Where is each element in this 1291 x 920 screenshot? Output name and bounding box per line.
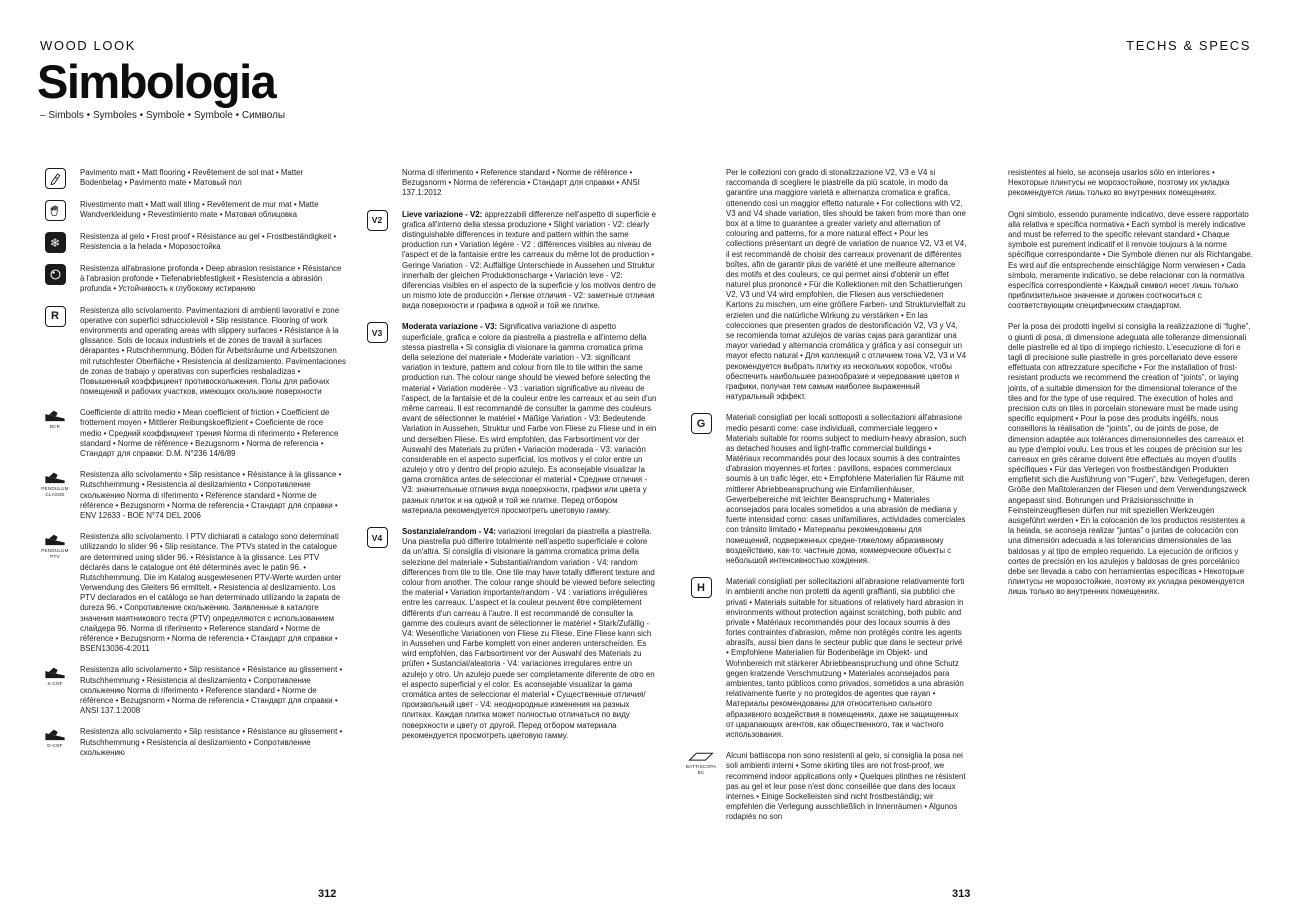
symbol-icon-cell: [40, 408, 70, 430]
icon-caption: S-COF: [47, 681, 63, 687]
slip-resistance-r-icon: R: [45, 306, 66, 327]
page-number-left: 312: [318, 888, 337, 900]
symbol-row: [40, 470, 346, 521]
symbol-row: [362, 322, 658, 516]
skirting-note-continuation: resistentes al hielo, se aconseja usarlos sólo en interiores • Некоторые плинтусы не морозостойкие, поэтому их укладка рекомендуется лишь только во внутренних помещениях.: [1008, 168, 1230, 198]
column-3: [686, 168, 967, 822]
skirting-icon: [688, 751, 714, 762]
symbol-row: [40, 408, 346, 459]
snowflake-icon: ❄: [45, 232, 66, 253]
symbol-row: [686, 413, 967, 566]
symbol-icon-cell: [362, 210, 392, 231]
symbol-description: Materiali consigliati per locali sottoposti a sollecitazioni all'abrasione medio pesanti come: case individuali, commerciale leggero • Materials suitable for rooms subject to medium-heavy abrasion, such as detached houses and light-traffic commercial buildings • Matériaux recommandés pour des locaux soumis à des contraintes d'abrasion moyennes et fortes : pavillons, espaces commerciaux soumis à un trafic léger, etc • Empfohlene Materialien für Räume mit mittlerer Abriebbeanspruchung wie Einfamilienhäuser, Gewerbebereiche mit leichter Beanspruchung • Materiales aconsejados para locales sometidos a una abrasión de mediana y fuerte intensidad como: casas unifamiliares, actividades comerciales con tránsito limitado • Материалы рекомендованы для помещений, подверженных средне-тяжелому абразивному воздействию, как-то: частные дома, коммерческие объекты с небольшой интенсивностью хождения.: [726, 413, 967, 565]
page-number-right: 313: [952, 888, 971, 900]
symbol-icon-cell: [362, 322, 392, 343]
symbol-icon-cell: [686, 413, 716, 434]
symbol-description: Pavimento matt • Matt flooring • Revêtement de sol mat • Matter Bodenbelag • Pavimento mate • Матовый пол: [80, 168, 304, 188]
entry-text: apprezzabili differenze nell'aspetto di superficie e grafica all'interno della stessa produzione • Slight variation - V2: clearly distinguishable differences in texture and pattern within the same production run • Variation légère - V2 : différences visibles au niveau de l'aspect et de la fantaisie entre les carreaux du même lot de production • Geringe Variation - V2: Auffällige Unterschiede in Aussehen und Struktur innerhalb der gleichen Produktionscharge • Variación leve - V2: diferencias visibles en el aspecto de la superficie y los motivos dentro de un mismo lote de producción • Легкие отличия - V2: заметные отличия вида поверхности и графика в одной и той же плитке.: [402, 209, 657, 311]
symbol-icon-cell: [362, 527, 392, 548]
symbol-description: Resistenza allo scivolamento • Slip resistance • Résistance à la glissance • Rutschhemmung • Resistencia al deslizamiento • Сопротивление скольжению Norma di riferimento • Reference standard • Norme de référence • Bezugsnorm • Norma de referencia • Стандарт для справки • ENV 12633 - BOE N°74 DEL 2006: [80, 470, 342, 520]
entry-lead: Sostanziale/random - V4:: [402, 527, 496, 536]
page-title: Simbologia: [37, 55, 276, 108]
entry-lead: Lieve variazione - V2:: [402, 209, 483, 219]
collection-kicker: WOOD LOOK: [40, 38, 137, 53]
symbol-icon-cell: [686, 577, 716, 598]
symbol-row: [40, 168, 346, 189]
icon-caption: D-COF: [47, 743, 63, 749]
symbol-icon-cell: [40, 264, 70, 285]
symbol-description: Materiali consigliati per sollecitazioni all'abrasione relativamente forti in ambienti anche non protetti da agenti graffianti, sia pubblici che privati • Materials suitable for situations of relatively hard abrasion in environments without protection against scratching, both public and private • Matériaux recommandés pour des locaux soumis à des fortes contraintes d'abrasion, même non protégés contre les agents abrasifs, aussi bien dans le secteur public que dans le secteur privé • Empfohlene Materialien für Bodenbeläge im Objekt- und Wohnbereich mit stärkerer Abriebbeanspruchung und ohne Schutz gegen kratzende Verschmutzung • Materiales aconsejados para ambientes, tanto públicos como privados, sometidos a una abrasión relativamente fuerte y no protegidos de agentes que rayan • Материалы рекомендованы для относительно сильного абразивного воздействия в помещениях, даже не защищенных от царапающих агентов, как общественного, так и частного использования.: [726, 577, 965, 739]
symbol-description: Resistenza allo scivolamento. Pavimentazioni di ambienti lavorativi e zone operative con superfici sdrucciolevoli • Slip resistance. Flooring of work environments and operating areas with slippery surfaces • Résistance à la glissance. Sols de locaux industriels et de zones de travail à surfaces dérapantes • Rutschhemmung. Böden für Arbeitsräume und Arbeitszonen mit rutschfester Oberfläche • Resistencia al deslizamiento. Pavimentaciones de zonas de trabajo y operativas con superficies resbaladizas • Повышенный коэффициент противоскольжения. Полы для рабочих помещений и рабочих участков, имеющих скользкие поверхности: [80, 305, 346, 397]
bcr-shoe-ramp-icon: [42, 408, 68, 422]
icon-caption: PENDULUM CLASSE: [41, 486, 69, 497]
symbol-icon-cell: [40, 665, 70, 687]
page-subtitle: – Simbols • Symboles • Symbole • Symbole • Символы: [40, 110, 286, 121]
column-4: [1008, 168, 1253, 598]
symbol-row: [40, 200, 346, 221]
symbol-icon-cell: [686, 751, 716, 775]
symbol-row: [686, 577, 967, 740]
column-2: [362, 168, 658, 741]
entry-text: variazioni irregolari da piastrella a piastrella. Una piastrella può differire totalmente nell'aspetto superficiale e colore da un'altra. Si consiglia di visionare la gamma cromatica prima della selezione del materiale • Substantial/random variation - V4: random differences from tile to tile. One tile may have totally different texture and colour from another. The colour range should be viewed before selecting the material • Variation importante/random - V4 : variations irrégulières entre les carreaux. L'aspect et la couleur peuvent être complètement différents d'un carreau à l'autre. Il est recommandé de consulter la gamme des couleurs avant de sélectionner le matériel • Stark/Zufällig - V4: Wesentliche Variationen von Fliese zu Fliese. Eine Fliese kann sich in Aussehen und Farbe komplett von einer anderen unterscheiden. Es wird empfohlen, das Farbsortiment vor der Auswahl des Materials zu prüfen • Sustancial/aleatoria - V4: variaciones irregulares entre un azulejo y otro. Un azulejo puede ser completamente diferente de otro en el aspecto superficial y el color. Es aconsejable visualizar la gama cromática antes de seleccionar el material • Существенные отличия/произвольный цвет - V4: неоднородные изменения на разных плитках. Каждая плитка может полностью отличаться по виду поверхности и цвету от другой. Перед отбором материала рекомендуется просмотреть цветовую гамму.: [402, 527, 655, 740]
v3-shade-variation-icon: V3: [367, 322, 388, 343]
symbol-row: [40, 727, 346, 758]
section-kicker: TECHS & SPECS: [1126, 38, 1251, 53]
continuation-row: [362, 168, 658, 199]
shade-variation-note: Per le collezioni con grado di stonalizzazione V2, V3 e V4 si raccomanda di scegliere le piastrelle da più scatole, in modo da garantire una maggiore varietà e alternanza cromatica e grafica, ottenendo così un maggior effetto naturale • For collections with V2, V3 and V4 shade variation, tiles should be taken from more than one box at a time to guarantee a greater variety and alternation of colouring and patterns, for a more natural effect • Pour les collections présentant un degré de variation de nuance V2, V3 et V4, il est recommandé de choisir des carreaux provenant de différentes boîtes, afin de garantir plus de variété et une meilleure alternance des motifs et des couleurs, ce qui permet ainsi d'obtenir un effet naturel plus prononcé • Für die Kollektionen mit den Schattierungen V2, V3 und V4 wird empfohlen, die Fliesen aus verschiedenen Kartons zu mischen, um eine größere Farben- und Strukturvielfalt zu erzielen und die natürliche Wirkung zu verstärken • En las colecciones que presenten grados de destonificación V2, V3 y V4, se recomienda tomar azulejos de varias cajas para garantizar una mayor variedad y alternancia cromática y gráfica y así conseguir un mayor efecto natural • Для коллекций с отличием тона V2, V3 и V4 рекомендуется выбрать плитку из нескольких коробок, чтобы обеспечить наибольшее разнообразие и чередование цветов и графики, получая тем самым наиболее выраженный натуральный эффект.: [726, 168, 967, 402]
symbol-row: [362, 527, 658, 741]
symbol-icon-cell: [40, 727, 70, 749]
symbol-row: [40, 306, 346, 398]
abrasion-class-g-icon: G: [691, 413, 712, 434]
icon-caption: BATTISCOPA BC: [685, 764, 717, 775]
symbol-row: [686, 751, 967, 822]
s-cof-shoe-ramp-icon: [42, 665, 68, 679]
pen-nib-icon: [45, 168, 66, 189]
symbol-row: [40, 232, 346, 253]
v2-shade-variation-icon: V2: [367, 210, 388, 231]
intro-row: [686, 168, 967, 402]
d-cof-shoe-ramp-icon: [42, 727, 68, 741]
symbol-icon-cell: [40, 470, 70, 497]
entry-lead: Moderata variazione - V3:: [402, 322, 498, 332]
pendulum-ptv-shoe-ramp-icon: [42, 532, 68, 546]
symbol-row: [40, 665, 346, 716]
symbol-row: [40, 532, 346, 654]
symbol-icon-cell: [40, 306, 70, 327]
column-1: [40, 168, 346, 758]
symbol-description: Resistenza al gelo • Frost proof • Résistance au gel • Frostbeständigkeit • Resistencia a la helada • Морозостойка: [80, 232, 337, 252]
deep-abrasion-icon: [45, 264, 66, 285]
symbol-description: Coefficiente di attrito medio • Mean coefficient of friction • Coefficient de frottement moyen • Mittlerer Reibungskoeffizient • Coeficiente de roce medio • Средний коэффициент трения Norma di riferimento • Reference standard • Norme de référence • Bezugsnorm • Norma de referencia • Стандарт для справки: D.M. N°236 14/6/89: [80, 408, 339, 458]
installation-joints-note: Per la posa dei prodotti ingelivi si consiglia la realizzazione di “fughe”, o giunti di posa, di dimensione adeguata alle tolleranze dimensionali delle piastrelle ed al tipo di impiego richiesto. L'esecuzione di fori e tagli di precisione sulle piastrelle in gres porcellanato deve essere effettuata con attrezzature specifiche • For the installation of frost-resistant products we recommend the creation of “joints”, or laying joints, of a suitable dimension for the dimensional tolerance of the tiles and for the type of use required. The execution of holes and precision cuts on tiles in porcelain stoneware must be made using specific equipment • Pour la pose des produits ingélifs, nous conseillons la réalisation de “joints”, ou de joints de pose, de dimension adaptée aux tolérances dimensionnelles des carreaux et au type d'emploi voulu. Les trous et les coupes de précision sur les carreaux en grès cérame doivent être effectués au moyen d'outils spécifiques • Für das Verlegen von frostbeständigen Produkten empfiehlt sich die Ausführung von “Fugen”, bzw. Verlegefugen, deren Größe den Maßtoleranzen der Fliesen und dem Verwendungszweck angepasst sind. Bohrungen und Präzisionsschnitte in Feinsteinzeugfliesen dürfen nur mit speziellen Werkzeugen ausgeführt werden • En la colocación de los productos resistentes a la helada, se aconseja realizar “juntas” o juntas de colocación con una dimensión adecuada a las tolerancias dimensionales de las baldosas y al tipo de empleo requerido. La ejecución de orificios y cortes de precisión en los azulejos y baldosas de gres porcelánico debe ser llevada a cabo con herramientas específicas • Некоторые плинтусы не морозостойкие, поэтому их укладка рекомендуется лишь только во внутренних помещениях.: [1008, 322, 1251, 597]
symbol-description: [402, 322, 658, 516]
symbol-description: Alcuni battiscopa non sono resistenti al gelo, si consiglia la posa nei soli ambienti interni • Some skirting tiles are not frost-proof, we recommend indoor applications only • Quelques plinthes ne résistent pas au gel et leur pose n'est donc conseillée que dans des locaux internes • Einige Sockelleisten sind nicht frostbeständig; wir empfehlen die Verlegung ausschließlich in Innenräumen • Algunos rodapiés no son: [726, 751, 966, 822]
abrasion-class-h-icon: H: [691, 577, 712, 598]
symbols-disclaimer: Ogni simbolo, essendo puramente indicativo, deve essere rapportato alla relativa e specifica normativa • Each symbol is merely indicative and must be referred to the specific relevant standard • Chaque symbole est purement indicatif et il renvoie toujours à la norme spécifique correspondante • Die Symbole dienen nur als Richtangabe. Es wird auf die entsprechende einschlägige Norm verwiesen • Cada símbolo, meramente indicativo, se debe relacionar con la normativa específica correspondiente • Каждый символ несет лишь только приблизительное значение и должен соотноситься с соответствующим специфическим стандартом.: [1008, 209, 1253, 311]
symbol-icon-cell: [40, 232, 70, 253]
hand-icon: [45, 200, 66, 221]
symbol-description: Resistenza allo scivolamento • Slip resistance • Résistance au glissement • Rutschhemmung • Resistencia al deslizamiento • Сопротивление скольжению Norma di riferimento • Reference standard • Norme de référence • Bezugsnorm • Norma de referencia • Стандарт для справки • ANSI 137.1:2008: [80, 665, 343, 716]
symbol-description: Resistenza all'abrasione profonda • Deep abrasion resistance • Résistance à l'abrasion profonde • Tiefenabriebfestigkeit • Resistencia a abrasión profunda • Устойчивость к глубокому истиранию: [80, 264, 342, 294]
symbol-description: Resistenza allo scivolamento. I PTV dichiarati a catalogo sono determinati utilizzando lo slider 96 • Slip resistance. The PTVs stated in the catalogue are determined using slider 96. • Résistance à la glissance. Les PTV déclarés dans le catalogue ont été déterminés avec le patin 96. • Rutschhemmung. Die im Katalog ausgewiesenen PTV-Werte wurden unter Verwendung des Gleiters 96 ermittelt. • Resistencia al deslizamiento. Los PTV declarados en el catálogo se han determinado utilizando la zapata de dureza 96. • Сопротивление скольжению. Заявленные в каталоге значения маятникового теста (PTV) определяются с использованием слайдера 96. Norma di riferimento • Reference standard • Norme de référence • Bezugsnorm • Norma de referencia • Стандарт для справки • BSEN13036-4:2011: [80, 532, 342, 654]
pendulum-classe-shoe-ramp-icon: [42, 470, 68, 484]
symbol-description: [402, 527, 658, 741]
symbol-description: [402, 210, 658, 312]
symbol-icon-cell: [40, 200, 70, 221]
symbol-row: [40, 264, 346, 295]
icon-caption: BCR: [49, 424, 61, 430]
symbol-icon-cell: [40, 532, 70, 559]
symbol-description: Resistenza allo scivolamento • Slip resistance • Résistance au glissement • Rutschhemmung • Resistencia al deslizamiento • Сопротивление скольжению: [80, 727, 343, 757]
symbol-row: [362, 210, 658, 312]
reference-standard-text: Norma di riferimento • Reference standard • Norme de référence • Bezugsnorm • Norma de referencia • Стандарт для справки • ANSI 137.1:2012: [402, 168, 640, 198]
v4-shade-variation-icon: V4: [367, 527, 388, 548]
icon-caption: PENDULUM PTV: [41, 548, 69, 559]
symbol-description: Rivestimento matt • Matt wall tiling • Revêtement de mur mat • Matte Wandverkleidung • Revestimiento mate • Матовая облицовка: [80, 200, 319, 220]
entry-text: Significativa variazione di aspetto superficiale, grafica e colore da piastrella a piastrella e all'interno della stessa piastrella • Si consiglia di visionare la gamma cromatica prima della selezione del materiale • Moderate variation - V3: significant variation in texture, pattern and colour from tile to tile within the same production run. The colour range should be viewed before selecting the material • Variation modérée - V3 : variation significative au niveau de l'aspect, de la fantaisie et de la couleur entre les carreaux et au sein d'un même carreau. Il est recommandé de consulter la gamme des couleurs avant de sélectionner le matériel • Mäßige Variation - V3: Bedeutende Variation in Aussehen, Struktur und Farbe von Fliese zu Fliese und in ein und derselben Fliese. Es wird empfohlen, das Farbsortiment vor der Auswahl des Materials zu prüfen • Variación moderada - V3: variación considerable en el aspecto superficial, los motivos y el color entre un azulejo y otro y dentro del propio azulejo. Es aconsejable visualizar la gama cromática antes de seleccionar el material • Средние отличия - V3: значительные отличия вида поверхности, графики или цвета у разных плиток и на одной и той же плитке. Перед отбором материала рекомендуется просмотреть цветовую гамму.: [402, 322, 657, 515]
symbol-icon-cell: [40, 168, 70, 189]
